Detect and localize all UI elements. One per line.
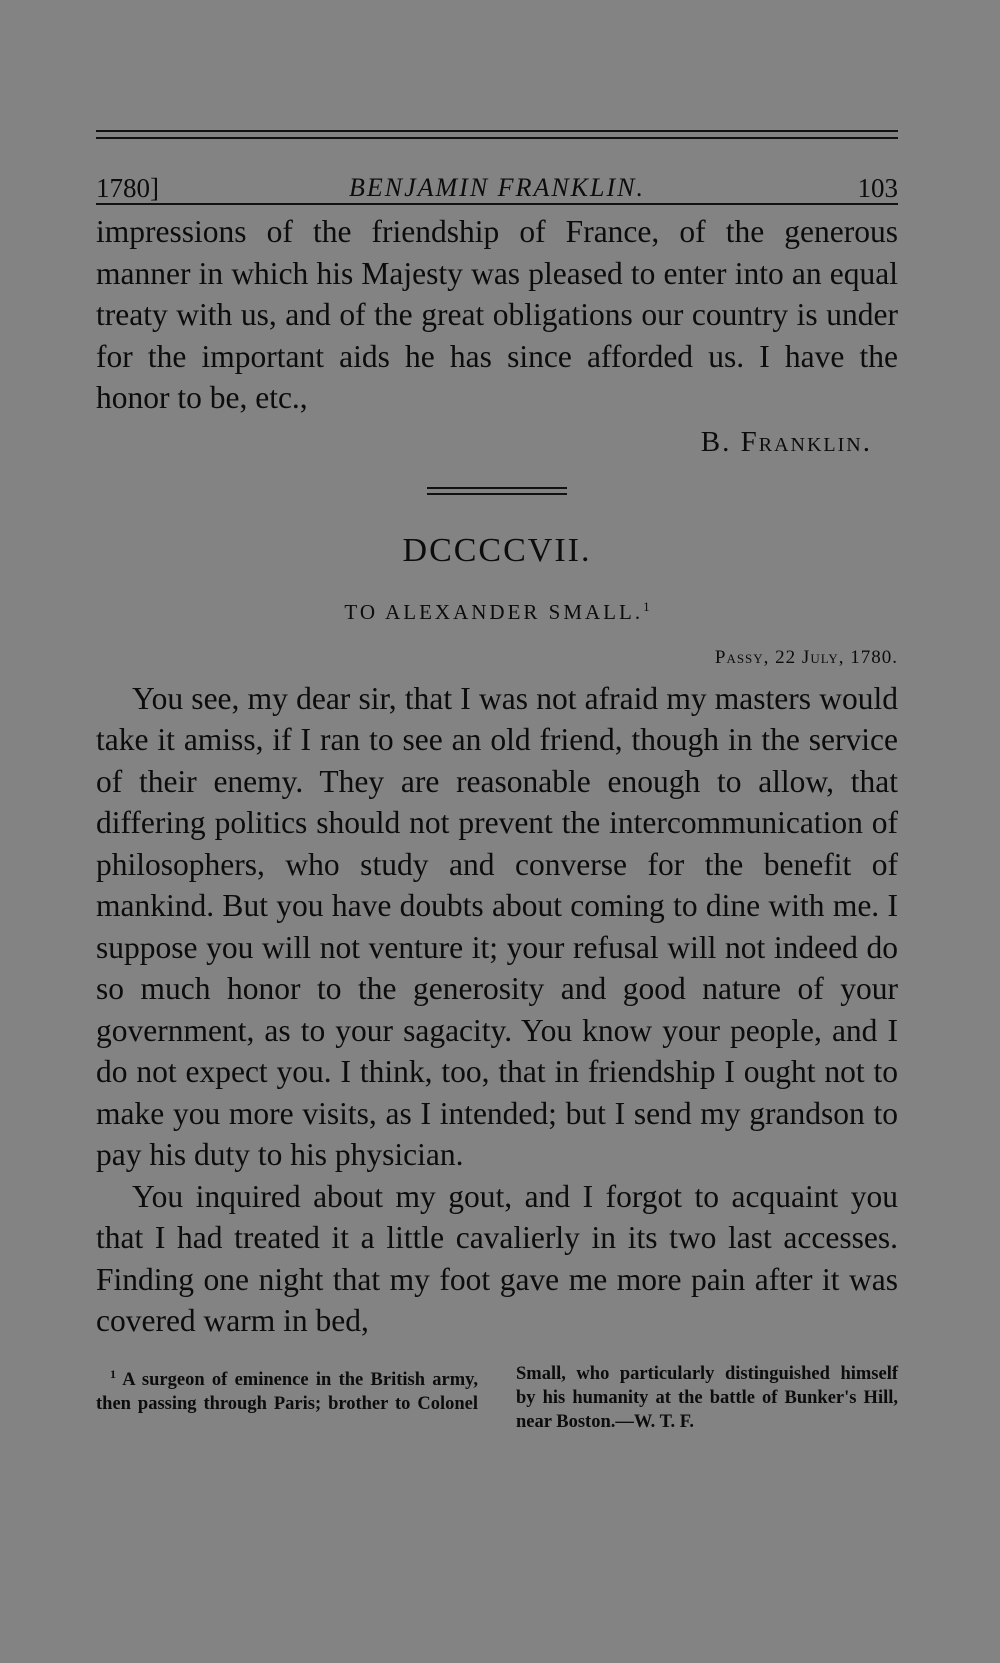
letter-numeral: DCCCCVII. — [402, 531, 592, 569]
footnote-marker: 1 — [643, 598, 650, 614]
letter-dateline: Passy, 22 July, 1780. — [714, 646, 898, 668]
header-year: 1780] — [96, 173, 159, 203]
page-number: 103 — [857, 173, 898, 203]
footnote-text — [96, 1362, 898, 1434]
footnote — [96, 1362, 898, 1434]
letter-paragraph-2: You inquired about my gout, and I forgot to acquaint you that I had treated it a little cavalierly in its two last accesses. Finding one night that my foot gave me more pain after it was covered warm in bed, — [96, 1178, 898, 1338]
addressee-text: TO ALEXANDER SMALL. — [344, 599, 644, 624]
letter-paragraph-1: You see, my dear sir, that I was not afraid my masters would take it amiss, if I ran to see an old friend, though in the service of their enemy. They are reasonable enough to allow, that differing politics should not prevent the intercommunication of philosophers, who study and converse for the benefit of mankind. But you have doubts about coming to dine with me. I suppose you will not venture it; your refusal will not indeed do so much honor to the generosity and good nature of your government, as to your sagacity. You know your people, and I do not expect you. I think, too, that in friendship I ought not to make you more visits, as I intended; but I send my grandson to pay his duty to his physician. — [96, 680, 898, 1172]
footnote-body: A surgeon of eminence in the British army, then passing through Paris; brother to Colonel Small, who particularly distinguished himself by his humanity at the battle of Bunker's Hill, near Boston.—W. T. F. — [96, 1363, 898, 1432]
letter-addressee — [96, 593, 898, 626]
running-header — [96, 139, 898, 203]
section-separator — [427, 487, 567, 495]
continuation-paragraph: impressions of the friendship of France, of the generous manner in which his Majesty was pleased to enter into an equal treaty with us, and of the great obligations our country is under for the important aids he has since afforded us. I have the honor to be, etc., — [96, 214, 898, 415]
header-bottom-rule — [96, 203, 898, 205]
footnote-number: 1 — [110, 1366, 116, 1381]
header-top-rule — [96, 130, 898, 139]
running-title: BENJAMIN FRANKLIN. — [349, 173, 645, 202]
book-page — [96, 130, 898, 1434]
signature: B. Franklin. — [700, 425, 872, 458]
